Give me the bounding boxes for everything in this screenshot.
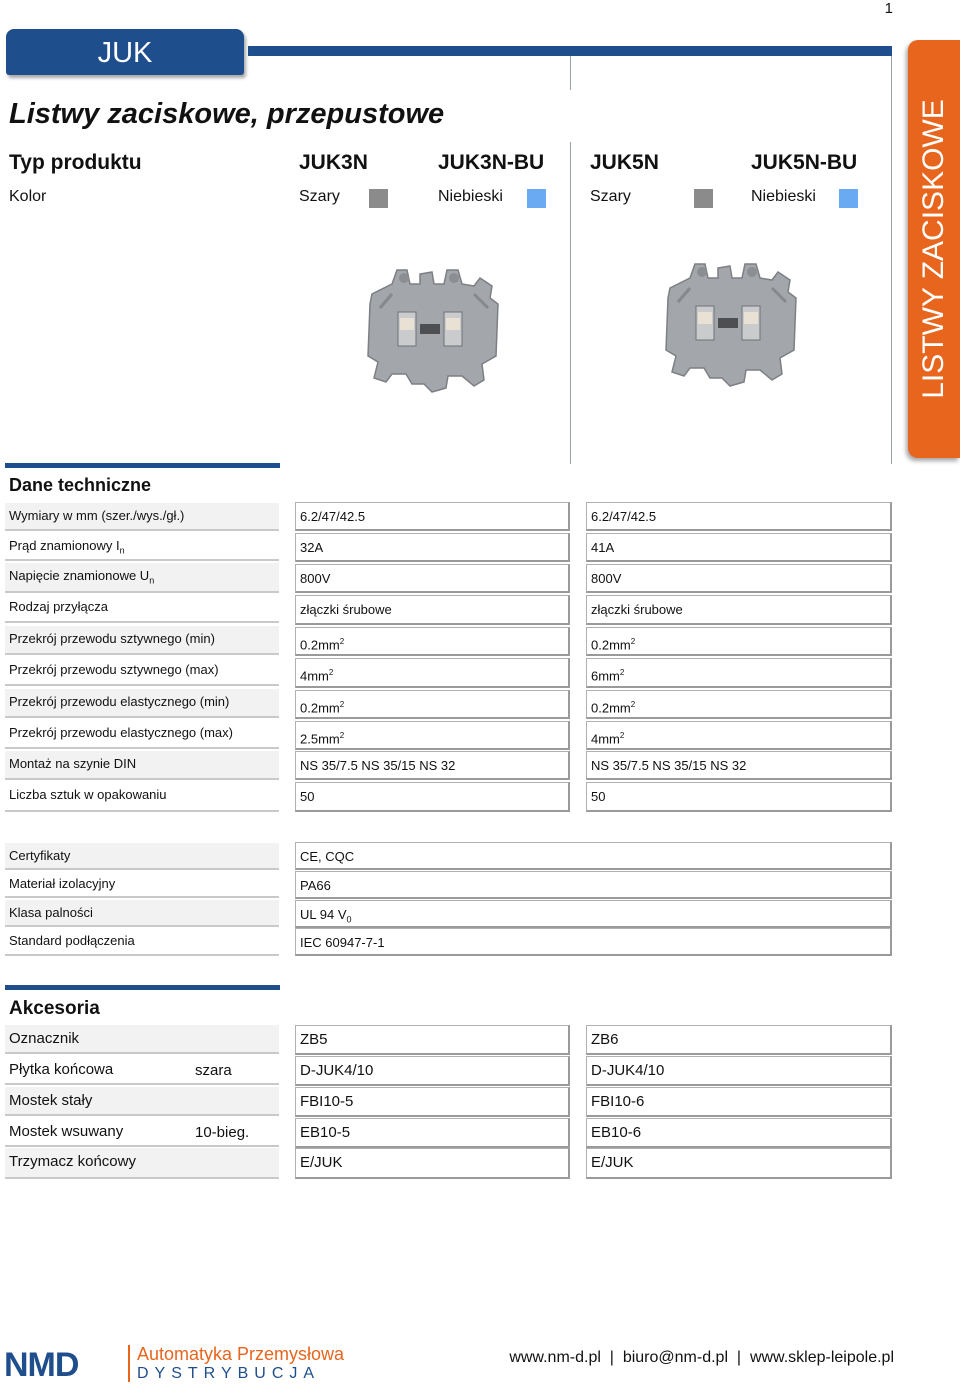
color-value: Szary — [299, 188, 340, 205]
accessory-value: E/JUK — [295, 1148, 570, 1179]
color-swatch — [527, 189, 546, 208]
tech-value: 800V — [295, 564, 570, 593]
tech-value: 41A — [586, 533, 892, 562]
accessory-variant: 10-bieg. — [195, 1124, 250, 1141]
cert-row-label: Standard podłączenia — [5, 928, 279, 956]
color-value: Niebieski — [438, 188, 503, 205]
accessory-value: FBI10-5 — [295, 1087, 570, 1117]
tech-value: 32A — [295, 533, 570, 562]
tech-value: złączki śrubowe — [295, 595, 570, 625]
accessory-row-label: Mostek wsuwany — [5, 1118, 279, 1147]
cert-value: IEC 60947-7-1 — [295, 928, 892, 956]
accessory-row-label: Trzymacz końcowy — [5, 1148, 279, 1179]
series-tab: JUK — [6, 29, 244, 75]
product-name: JUK5N-BU — [751, 151, 858, 174]
logo-divider — [128, 1345, 130, 1382]
tech-value: $2.5mm^2$ — [295, 721, 570, 750]
accessory-value: ZB5 — [295, 1025, 570, 1055]
product-name: JUK3N-BU — [438, 151, 545, 174]
tech-value: 800V — [586, 564, 892, 593]
tech-value: $6mm^2$ — [586, 658, 892, 688]
column-divider — [570, 56, 571, 90]
color-swatch — [694, 189, 713, 208]
cert-value: CE, CQC — [295, 842, 892, 870]
tech-row-label: Przekrój przewodu elastycznego (min) — [5, 689, 279, 718]
accessory-value: D-JUK4/10 — [586, 1056, 892, 1086]
tech-value: 6.2/47/42.5 — [295, 502, 570, 531]
accessory-row-label: Mostek stały — [5, 1087, 279, 1116]
accessory-row-label: Oznacznik — [5, 1025, 279, 1054]
accessory-value: ZB6 — [586, 1025, 892, 1055]
cert-row-label: Certyfikaty — [5, 843, 279, 870]
cert-value: UL 94 $V_0$ — [295, 900, 892, 928]
accessory-variant: szara — [195, 1062, 232, 1079]
color-swatch — [839, 189, 858, 208]
tech-value: NS 35/7.5 NS 35/15 NS 32 — [586, 751, 892, 780]
section-bar — [5, 985, 280, 990]
page-title: Listwy zaciskowe, przepustowe — [9, 98, 445, 130]
tech-row-label: Liczba sztuk w opakowaniu — [5, 782, 279, 812]
accessory-value: E/JUK — [586, 1148, 892, 1179]
tech-value: $0.2mm^2$ — [586, 627, 892, 656]
cert-row-label: Klasa palności — [5, 900, 279, 927]
terminal-block-image — [362, 264, 512, 399]
tech-row-label: Prąd znamionowy $I_n$ — [5, 533, 279, 561]
column-divider — [570, 142, 571, 464]
logo-tagline: Automatyka Przemysłowa — [137, 1344, 345, 1364]
color-swatch — [369, 189, 388, 208]
tech-row-label: Rodzaj przyłącza — [5, 594, 279, 623]
tech-value: 50 — [295, 782, 570, 812]
tech-value: $4mm^2$ — [295, 658, 570, 688]
accessory-value: D-JUK4/10 — [295, 1056, 570, 1086]
accessory-value: EB10-5 — [295, 1118, 570, 1148]
tech-value: $0.2mm^2$ — [586, 690, 892, 719]
color-value: Niebieski — [751, 188, 816, 205]
page-number: 1 — [884, 0, 893, 17]
footer-contact-links[interactable]: www.nm-d.pl | biuro@nm-d.pl | www.sklep-leipole.pl — [509, 1349, 894, 1366]
section-bar — [5, 463, 280, 468]
cert-value: PA66 — [295, 871, 892, 899]
tech-value: $0.2mm^2$ — [295, 690, 570, 719]
tech-value: złączki śrubowe — [586, 595, 892, 625]
accessory-row-label: Płytka końcowa — [5, 1056, 279, 1085]
tech-row-label: Montaż na szynie DIN — [5, 751, 279, 780]
product-name: JUK5N — [590, 151, 659, 174]
product-type-label: Typ produktu — [9, 151, 142, 174]
product-name: JUK3N — [299, 151, 368, 174]
tech-value: 50 — [586, 782, 892, 812]
logo-subtitle: DYSTRYBUCJA — [137, 1365, 321, 1382]
company-logo: NMD — [4, 1346, 79, 1384]
tech-section-title: Dane techniczne — [9, 475, 152, 495]
column-divider — [891, 56, 892, 464]
tech-row-label: Przekrój przewodu sztywnego (max) — [5, 657, 279, 686]
header-rule — [248, 46, 892, 56]
tech-row-label: Wymiary w mm (szer./wys./gł.) — [5, 503, 279, 531]
accessories-section-title: Akcesoria — [9, 998, 100, 1019]
color-label: Kolor — [9, 188, 47, 205]
tech-value: $0.2mm^2$ — [295, 627, 570, 656]
side-category-label: LISTWY ZACISKOWE — [917, 99, 950, 399]
accessory-value: FBI10-6 — [586, 1087, 892, 1117]
tech-value: NS 35/7.5 NS 35/15 NS 32 — [295, 751, 570, 780]
tech-row-label: Przekrój przewodu elastycznego (max) — [5, 720, 279, 749]
cert-row-label: Materiał izolacyjny — [5, 871, 279, 898]
tech-value: 6.2/47/42.5 — [586, 502, 892, 531]
color-value: Szary — [590, 188, 631, 205]
tech-row-label: Napięcie znamionowe $U_n$ — [5, 563, 279, 593]
tech-row-label: Przekrój przewodu sztywnego (min) — [5, 626, 279, 655]
terminal-block-image — [660, 258, 810, 393]
side-category-tab — [908, 40, 960, 458]
tech-value: $4mm^2$ — [586, 721, 892, 750]
accessory-value: EB10-6 — [586, 1118, 892, 1148]
